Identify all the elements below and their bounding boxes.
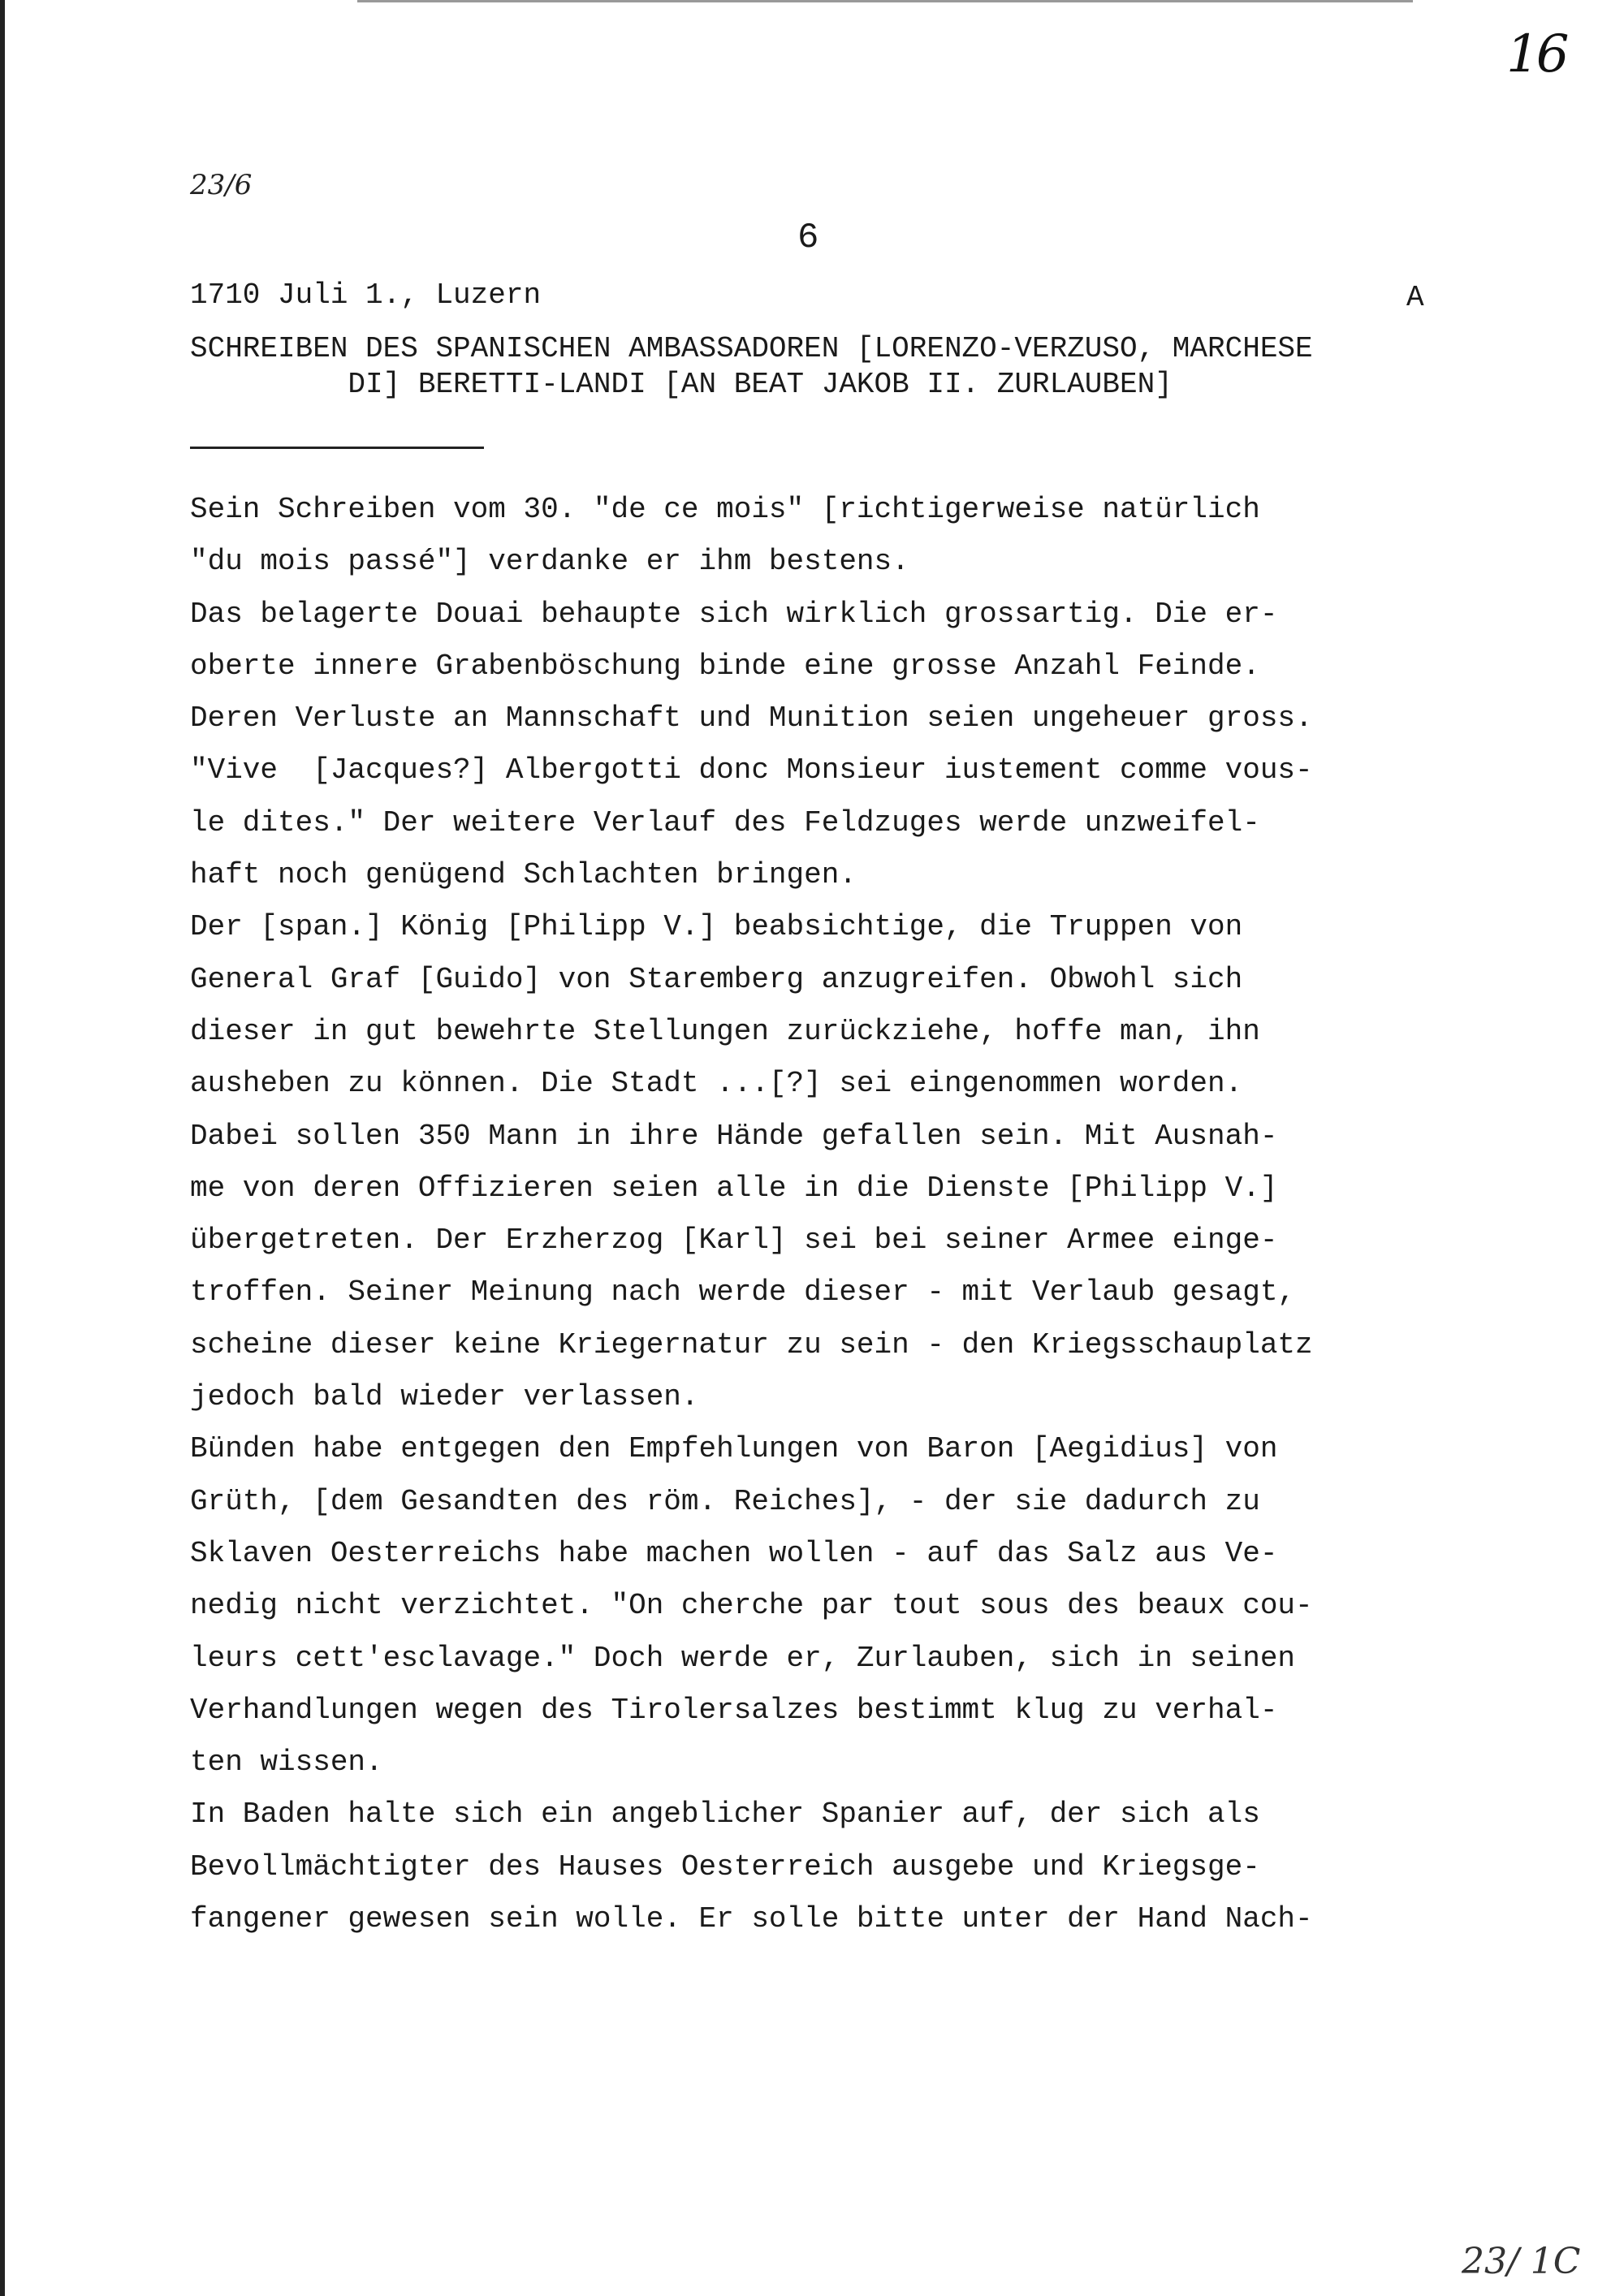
text-line: fangener gewesen sein wolle. Er solle bitte unter der Hand Nach-: [190, 1902, 1313, 1936]
text-line: leurs cett'esclavage." Doch werde er, Zurlauben, sich in seinen: [190, 1641, 1296, 1675]
text-line: "du mois passé"] verdanke er ihm bestens.: [190, 545, 909, 579]
archive-mark: 23/ 1C: [1462, 2241, 1581, 2282]
reference-number: 23/6: [190, 169, 253, 201]
text-line: übergetreten. Der Erzherzog [Karl] sei bei seiner Armee einge-: [190, 1224, 1278, 1258]
text-line: ten wissen.: [190, 1746, 383, 1780]
date-place: 1710 Juli 1., Luzern: [190, 278, 542, 312]
text-line: me von deren Offizieren seien alle in die Dienste [Philipp V.]: [190, 1171, 1278, 1205]
text-line: troffen. Seiner Meinung nach werde dieser - mit Verlaub gesagt,: [190, 1275, 1296, 1310]
text-line: Das belagerte Douai behaupte sich wirklich grossartig. Die er-: [190, 597, 1278, 631]
document-number: 6: [797, 218, 819, 258]
text-line: Der [span.] König [Philipp V.] beabsichtige, die Truppen von: [190, 910, 1243, 944]
text-line: Sein Schreiben vom 30. "de ce mois" [richtigerweise natürlich: [190, 493, 1260, 526]
text-line: In Baden halte sich ein angeblicher Spanier auf, der sich als: [190, 1798, 1260, 1832]
text-line: Dabei sollen 350 Mann in ihre Hände gefallen sein. Mit Ausnah-: [190, 1119, 1278, 1153]
heading-line-1: SCHREIBEN DES SPANISCHEN AMBASSADOREN [LORENZO-VERZUSO, MARCHESE: [190, 332, 1313, 365]
text-line: Bünden habe entgegen den Empfehlungen von Baron [Aegidius] von: [190, 1432, 1278, 1466]
text-line: scheine dieser keine Kriegernatur zu sein - den Kriegsschauplatz: [190, 1327, 1313, 1362]
folio-number: 16: [1506, 24, 1566, 84]
text-line: Sklaven Oesterreichs habe machen wollen - auf das Salz aus Ve-: [190, 1536, 1278, 1570]
page-edge: [0, 0, 5, 2296]
marker-letter: A: [1406, 281, 1424, 314]
heading-line-2: DI] BERETTI-LANDI [AN BEAT JAKOB II. ZURLAUBEN]: [190, 368, 1173, 401]
text-line: Grüth, [dem Gesandten des röm. Reiches], - der sie dadurch zu: [190, 1484, 1260, 1518]
text-line: haft noch genügend Schlachten bringen.: [190, 858, 857, 892]
top-scan-edge: [357, 0, 1413, 2]
text-line: oberte innere Grabenböschung binde eine grosse Anzahl Feinde.: [190, 649, 1260, 683]
letter-summary: [190, 484, 1457, 1945]
text-line: Verhandlungen wegen des Tirolersalzes bestimmt klug zu verhal-: [190, 1693, 1278, 1727]
heading-divider: [190, 447, 484, 449]
text-line: General Graf [Guido] von Staremberg anzugreifen. Obwohl sich: [190, 962, 1243, 996]
text-line: Bevollmächtigter des Hauses Oesterreich ausgebe und Kriegsge-: [190, 1849, 1260, 1884]
text-line: le dites." Der weitere Verlauf des Feldzuges werde unzweifel-: [190, 805, 1260, 839]
text-line: ausheben zu können. Die Stadt ...[?] sei eingenommen worden.: [190, 1067, 1243, 1101]
text-line: Deren Verluste an Mannschaft und Munition seien ungeheuer gross.: [190, 701, 1313, 736]
text-line: nedig nicht verzichtet. "On cherche par tout sous des beaux cou-: [190, 1589, 1313, 1623]
text-line: dieser in gut bewehrte Stellungen zurückziehe, hoffe man, ihn: [190, 1014, 1260, 1048]
text-line: jedoch bald wieder verlassen.: [190, 1380, 699, 1414]
text-line: "Vive [Jacques?] Albergotti donc Monsieur iustement comme vous-: [190, 753, 1313, 788]
